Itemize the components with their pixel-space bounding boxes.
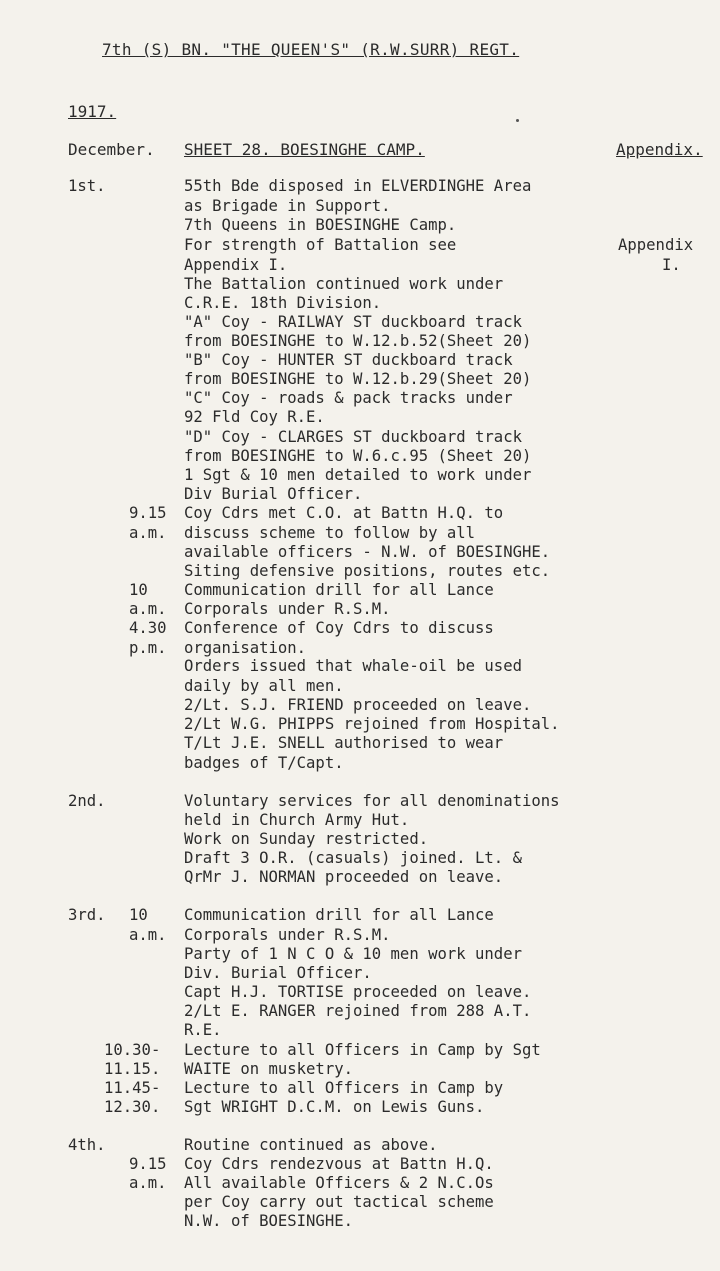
entry-line: from BOESINGHE to W.12.b.52(Sheet 20) [184,332,532,350]
entry-line: For strength of Battalion see [184,236,457,254]
entry-line: 55th Bde disposed in ELVERDINGHE Area [184,177,532,195]
time-label: 11.15. [104,1060,161,1078]
time-label: p.m. [129,639,167,657]
entry-line: Coy Cdrs rendezvous at Battn H.Q. [184,1155,494,1173]
entry-line: "D" Coy - CLARGES ST duckboard track [184,428,522,446]
entry-line: Conference of Coy Cdrs to discuss [184,619,494,637]
entry-line: QrMr J. NORMAN proceeded on leave. [184,868,504,886]
entry-line: "A" Coy - RAILWAY ST duckboard track [184,313,522,331]
entry-line: WAITE on musketry. [184,1060,353,1078]
entry-line: The Battalion continued work under [184,275,504,293]
day-label-4th: 4th. [68,1136,106,1154]
month-heading: December. [68,140,155,159]
entry-line: per Coy carry out tactical scheme [184,1193,494,1211]
entry-line: Coy Cdrs met C.O. at Battn H.Q. to [184,504,504,522]
appendix-column-heading: Appendix. [616,140,703,159]
entry-line: "C" Coy - roads & pack tracks under [184,389,513,407]
entry-line: 1 Sgt & 10 men detailed to work under [184,466,532,484]
ink-mark [516,119,519,122]
time-label: 10 [129,906,148,924]
time-label: a.m. [129,524,167,542]
time-label: a.m. [129,926,167,944]
entry-line: badges of T/Capt. [184,754,344,772]
time-label: 4.30 [129,619,167,637]
entry-line: Corporals under R.S.M. [184,600,391,618]
entry-line: 2/Lt W.G. PHIPPS rejoined from Hospital. [184,715,560,733]
entry-line: Appendix I. [184,256,288,274]
entry-line: Party of 1 N C O & 10 men work under [184,945,522,963]
time-label: 10.30- [104,1041,161,1059]
day-label-2nd: 2nd. [68,792,106,810]
entry-line: Voluntary services for all denominations [184,792,560,810]
entry-line: Siting defensive positions, routes etc. [184,562,551,580]
entry-line: Div Burial Officer. [184,485,363,503]
entry-line: from BOESINGHE to W.12.b.29(Sheet 20) [184,370,532,388]
entry-line: from BOESINGHE to W.6.c.95 (Sheet 20) [184,447,532,465]
entry-line: organisation. [184,639,307,657]
entry-line: available officers - N.W. of BOESINGHE. [184,543,551,561]
day-label-3rd: 3rd. [68,906,106,924]
entry-line: 2/Lt. S.J. FRIEND proceeded on leave. [184,696,532,714]
entry-line: C.R.E. 18th Division. [184,294,382,312]
entry-line: daily by all men. [184,677,344,695]
entry-line: Capt H.J. TORTISE proceeded on leave. [184,983,532,1001]
day-label-1st: 1st. [68,177,106,195]
entry-line: Communication drill for all Lance [184,906,494,924]
entry-line: Corporals under R.S.M. [184,926,391,944]
entry-line: Routine continued as above. [184,1136,438,1154]
entry-line: Draft 3 O.R. (casuals) joined. Lt. & [184,849,522,867]
entry-line: 92 Fld Coy R.E. [184,408,325,426]
entry-line: 7th Queens in BOESINGHE Camp. [184,216,457,234]
time-label: 9.15 [129,1155,167,1173]
time-label: a.m. [129,600,167,618]
margin-appendix-number: I. [662,256,681,274]
entry-line: Orders issued that whale-oil be used [184,657,522,675]
time-label: a.m. [129,1174,167,1192]
entry-line: held in Church Army Hut. [184,811,410,829]
entry-line: Sgt WRIGHT D.C.M. on Lewis Guns. [184,1098,485,1116]
time-label: 12.30. [104,1098,161,1116]
unit-title: 7th (S) BN. "THE QUEEN'S" (R.W.SURR) REGT. [102,40,520,59]
entry-line: Div. Burial Officer. [184,964,372,982]
entry-line: Lecture to all Officers in Camp by [184,1079,504,1097]
entry-line: "B" Coy - HUNTER ST duckboard track [184,351,513,369]
time-label: 11.45- [104,1079,161,1097]
entry-line: N.W. of BOESINGHE. [184,1212,353,1230]
entry-line: as Brigade in Support. [184,197,391,215]
entry-line: All available Officers & 2 N.C.Os [184,1174,494,1192]
year-heading: 1917. [68,102,117,121]
entry-line: discuss scheme to follow by all [184,524,476,542]
margin-appendix-note: Appendix [618,236,694,254]
entry-line: R.E. [184,1021,222,1039]
entry-line: T/Lt J.E. SNELL authorised to wear [184,734,504,752]
sheet-location-heading: SHEET 28. BOESINGHE CAMP. [184,140,425,159]
time-label: 9.15 [129,504,167,522]
time-label: 10 [129,581,148,599]
entry-line: 2/Lt E. RANGER rejoined from 288 A.T. [184,1002,532,1020]
entry-line: Work on Sunday restricted. [184,830,429,848]
entry-line: Communication drill for all Lance [184,581,494,599]
entry-line: Lecture to all Officers in Camp by Sgt [184,1041,541,1059]
